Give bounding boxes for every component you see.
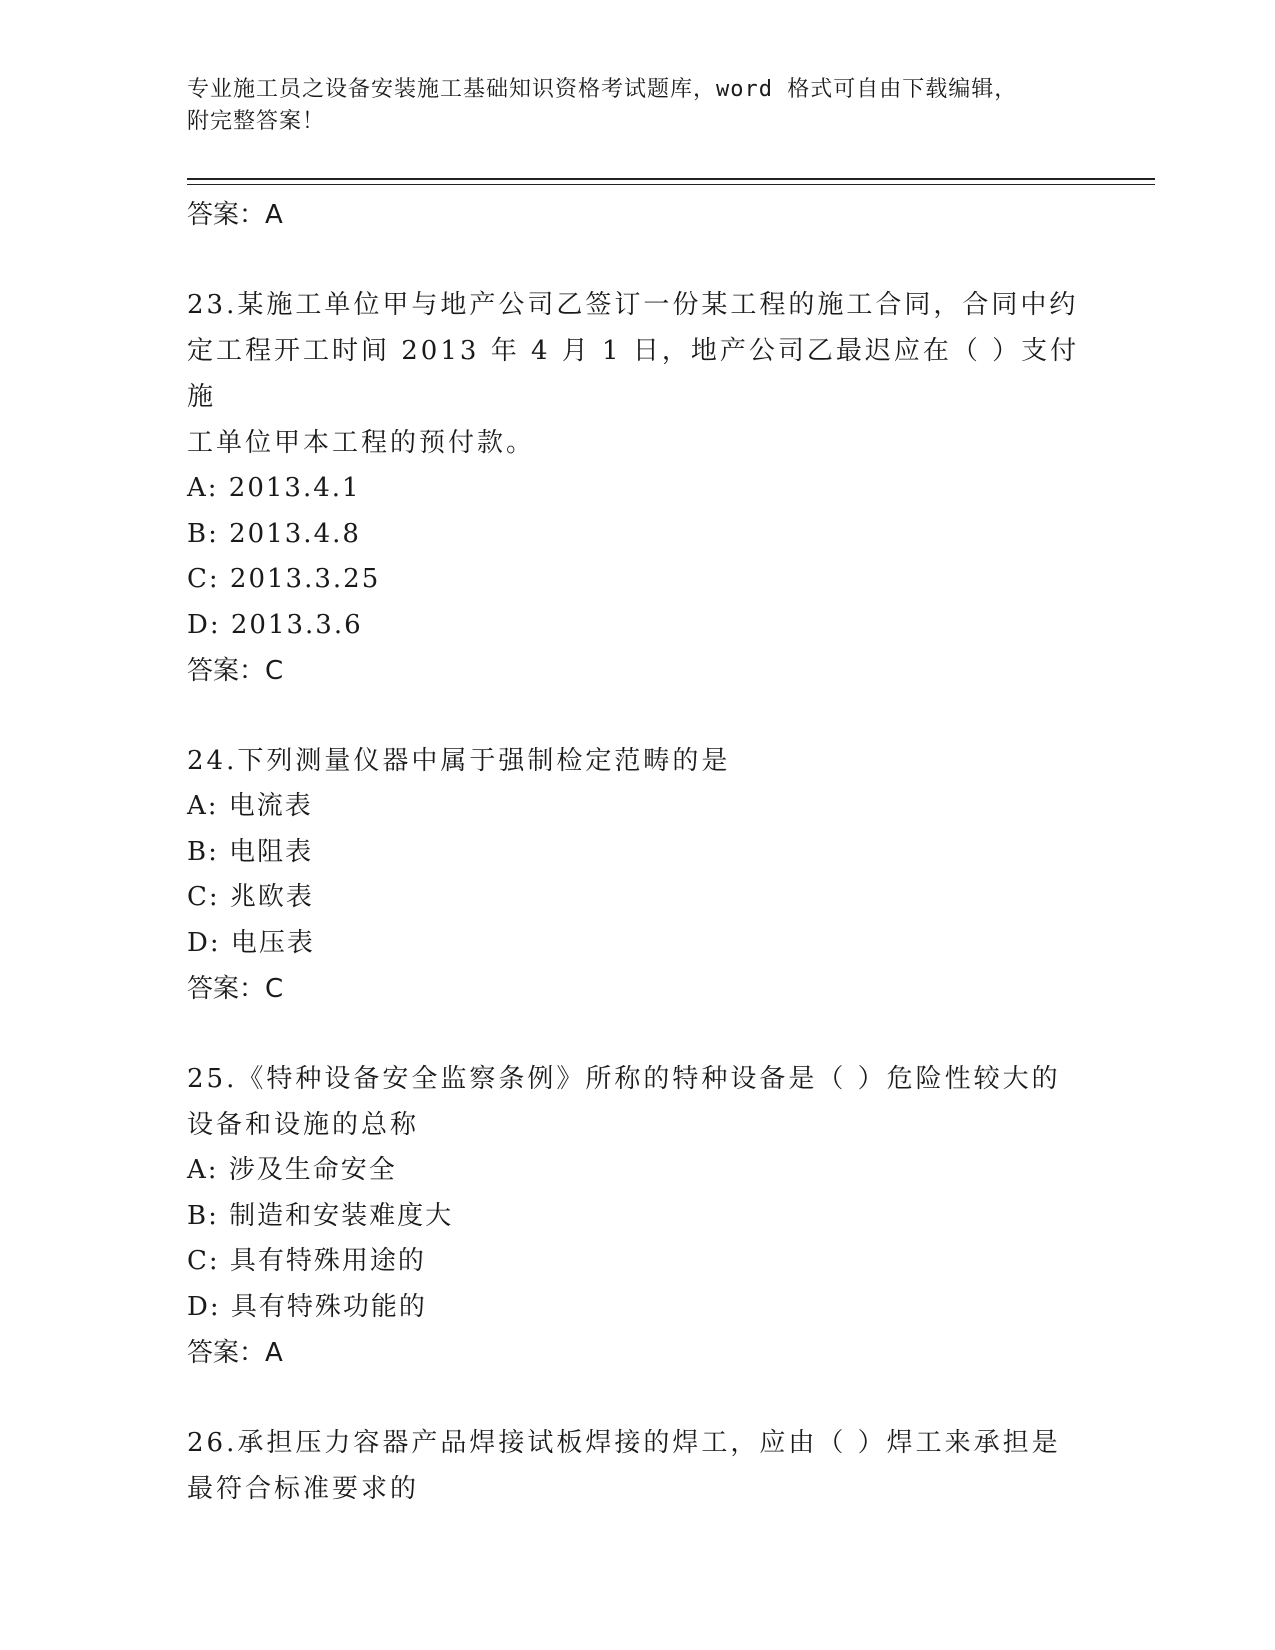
question-text-line: 23.某施工单位甲与地产公司乙签订一份某工程的施工合同，合同中约 <box>187 290 1079 320</box>
option-c: C: 2013.3.25 <box>187 564 381 594</box>
question-25 <box>187 1056 1087 1376</box>
option-b: B: 2013.4.8 <box>187 518 361 549</box>
question-text-line: 定工程开工时间 2013 年 4 月 1 日，地产公司乙最迟应在（ ）支付施 <box>187 336 1080 412</box>
question-23 <box>187 282 1087 694</box>
question-text-line: 最符合标准要求的 <box>187 1474 420 1504</box>
question-text-line: 26.承担压力容器产品焊接试板焊接的焊工，应由（ ）焊工来承担是 <box>187 1428 1061 1458</box>
question-text-line: 工单位甲本工程的预付款。 <box>187 428 536 458</box>
header-line-2: 附完整答案！ <box>187 109 326 134</box>
option-d: D: 电压表 <box>187 927 315 958</box>
header-line-1: 专业施工员之设备安装施工基础知识资格考试题库，word 格式可自由下载编辑， <box>187 77 1018 102</box>
question-text-line: 25.《特种设备安全监察条例》所称的特种设备是（ ）危险性较大的 <box>187 1064 1061 1094</box>
question-24 <box>187 738 1087 1012</box>
option-c: C: 具有特殊用途的 <box>187 1246 426 1276</box>
header-rule-thick <box>187 178 1155 180</box>
answer-25: 答案：A <box>187 1338 283 1368</box>
question-26 <box>187 1420 1087 1512</box>
header-rule-thin <box>187 184 1155 185</box>
answer-23: 答案：C <box>187 656 284 686</box>
answer-22: 答案：A <box>187 200 283 230</box>
option-a: A: 涉及生命安全 <box>187 1155 397 1185</box>
option-d: D: 2013.3.6 <box>187 609 363 640</box>
option-d: D: 具有特殊功能的 <box>187 1291 427 1322</box>
option-b: B: 电阻表 <box>187 836 314 867</box>
option-b: B: 制造和安装难度大 <box>187 1200 454 1231</box>
document-body <box>187 192 1087 1512</box>
question-text-line: 24.下列测量仪器中属于强制检定范畴的是 <box>187 746 731 776</box>
question-text-line: 设备和设施的总称 <box>187 1110 420 1140</box>
answer-24: 答案：C <box>187 974 284 1004</box>
page-header <box>187 74 1087 138</box>
option-c: C: 兆欧表 <box>187 882 314 912</box>
option-a: A: 2013.4.1 <box>187 473 361 503</box>
option-a: A: 电流表 <box>187 791 313 821</box>
